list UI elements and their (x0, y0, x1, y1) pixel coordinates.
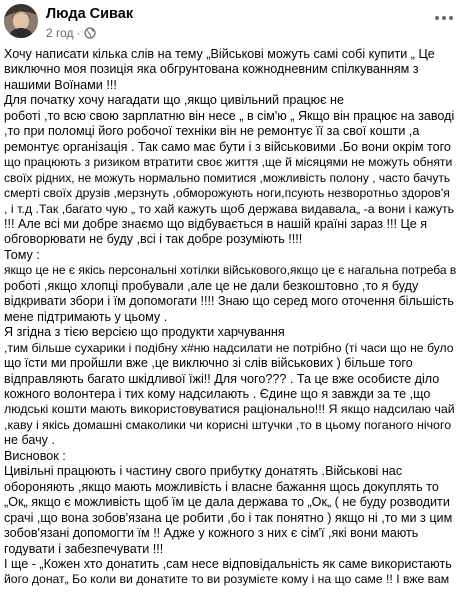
post-text-line: Висновок : (4, 448, 66, 463)
post-text-line: І ще - „Кожен хто донатить ,сам несе відповідальність як саме використають (4, 556, 452, 571)
post-text-line: роботі ,якщо хлопці пробували ,але це не дали безкоштовно ,то я буду (4, 278, 419, 293)
post-text-line: його донат„ Бо коли ви донатите то ви розумієте кому і на що саме !! І вже вам (4, 572, 450, 587)
post-text-line: виключно моя позиція яка обгрунтована кожнодневним спілкуванням з (4, 62, 419, 77)
bottom-fade (0, 589, 460, 597)
more-horizontal-icon-dot (435, 16, 439, 20)
post-text-line: Для початку хочу нагадати що ,якщо цивільний працює не (4, 93, 344, 108)
post-text-line: ремонтує організація . Так само має бути і з військовими .Бо вони окрім того (4, 139, 451, 154)
more-horizontal-icon-dot (442, 16, 446, 20)
globe-icon (84, 27, 96, 39)
post-text-line: !!! Але всі ми добре знаємо що відбувається в нашій країні зараз !!! Це я (4, 216, 428, 231)
post-text-line: зобов'язані допомогти їм !! Адже у кожного з них є сім'ї ,які вони мають (4, 526, 419, 541)
post-text-line: якщо це не є якісь персональні хотілки військового,якщо це є нагальна потреба в (4, 263, 457, 278)
post-text-line: ,каву і якісь домашні смаколики чи корисні штучки ,то в цьому поганого нічого (4, 417, 452, 432)
post-header (0, 0, 460, 46)
post-text-line: мене підтримають у цьому . (4, 309, 168, 324)
post-text-line: ,то при поломці його робочої техніки він не ремонтує її за свої кошти ,а (4, 124, 420, 139)
post-text-line: смерті своїх друзів ,мерзнуть ,обморожують ноги,псують незворотньо здоров'я (4, 186, 450, 201)
post-text-line: що працюють з ризиком втратити своє життя ,ще й місяцями не можуть обняти (4, 155, 453, 170)
post-text-line: Я згідна з тією версією що продукти харчування (4, 325, 285, 340)
post-text-line: своїх рідних, не можуть нормально помитися ,можливість полону , часто бачуть (4, 170, 451, 185)
post-text-line: людські кошти мають використовуватися раціонально!!! Я якщо надсилаю чай (4, 402, 455, 417)
post-text-line: обговорювати не буду ,всі і так добре розуміють !!!! (4, 232, 303, 247)
author-name[interactable]: Люда Сивак (46, 6, 134, 22)
post-text-line: Тому : (4, 247, 40, 262)
post-text-line: обороняють ,якщо мають можливість і власне бажання щось докуплять то (4, 479, 439, 494)
post-text-line: що їсти ми пройшли вже ,це виключно зі слів військових ) більше того (4, 356, 413, 371)
post-text-line: годувати і забезпечувати !!! (4, 541, 164, 556)
post-text-line: „Ок„ якщо є можливість щоб їм це дала держава то „Ок„ ( не буду розводити (4, 495, 450, 510)
meta-separator: · (76, 26, 81, 40)
post-text-line: нашими Воїнами !!! (4, 77, 117, 92)
post-text-line: Хочу написати кілька слів на тему „Військові можуть самі собі купити „ Це (4, 47, 435, 61)
post-text-line: кожного волонтера і тих кому надсилають . Єдине що я завжди за те ,що (4, 386, 431, 401)
post-text-line: , і т.д .Так ,багато чую „ то хай кажуть щоб держава видавала„ -а вони і кажуть (4, 201, 455, 216)
post-text-line: відправляють багато шкідливої їжі!! Для чого??? . Та це вже особисте діло (4, 371, 440, 386)
post-text-line: срачі ,що вона зобов'язана це робити ,бо і так понятно ) якщо ні ,то ми з цим (4, 510, 453, 525)
post-text-line: роботі ,то всю свою зарплатню він несе „ в сім'ю „ Якщо він працює на заводі (4, 108, 455, 123)
post-text-line: Цивільні працюють і частину свого прибутку донатять .Військові нас (4, 464, 403, 479)
avatar[interactable] (4, 4, 38, 38)
post-meta (46, 26, 96, 40)
avatar-photo (4, 4, 38, 38)
post-text (4, 47, 457, 588)
post-text-line: відкривати збори і їм допомогати !!!! Знаю що серед мого оточення більшість (4, 294, 454, 309)
post-text-line: не бачу . (4, 433, 55, 448)
post-time[interactable]: 2 год (46, 26, 74, 40)
more-horizontal-icon-dot (449, 16, 453, 20)
more-options-button[interactable] (432, 8, 456, 28)
post-text-line: ,тим більше сухарики і подібну х#ню надсилати не потрібно (ті часи що не було (4, 340, 454, 355)
